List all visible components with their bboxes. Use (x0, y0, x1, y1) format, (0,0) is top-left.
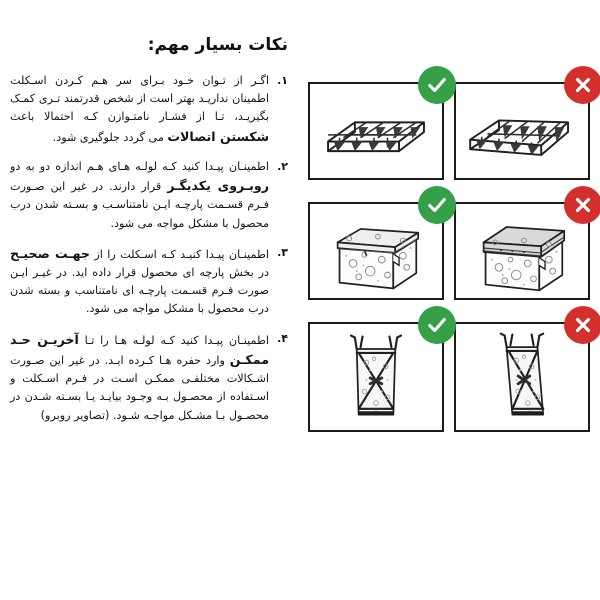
note-tail: وارد حفره هـا کـرده ایـد. در غیر این صـورت اشـکالات مختلفـی ممکـن اسـت در فـرم اسـکلت و اسـتفاده از محصـول بـه وجـود بیایـد یـا بسـته شـدن در محصـول بـا مشـکل مواجـه شـود. (تصاویر روبرو) (10, 353, 269, 422)
status-badge-incorrect (564, 186, 600, 224)
cross-icon (572, 194, 594, 216)
note-item-3 (10, 244, 288, 319)
check-icon (426, 74, 448, 96)
status-badge-correct (418, 186, 456, 224)
fabric-box-open-lid-illustration (456, 204, 588, 298)
figure-panel-divider-incorrect (454, 82, 590, 180)
cross-icon (572, 314, 594, 336)
note-lead: اطمینـان پیـدا کنید کـه لولـه هـای هـم اندازه دو به دو (10, 159, 269, 173)
figure-panel-tall-incorrect (454, 322, 590, 432)
fabric-box-closed-illustration (310, 204, 442, 298)
note-lead: اگـر از تـوان خـود بـرای سر هـم کـردن اسـکلت اطمینان نداریـد بهتر است از شخص قدرتمند تـری کمـک بگیریـد، تـا از فشـار نامتـوازن کـه احتمالا باعث (10, 74, 269, 124)
note-lead: اطمینـان پیـدا کنید کـه لولـه هـا را تـا (78, 333, 269, 347)
figures-column (300, 0, 600, 600)
check-icon (426, 194, 448, 216)
note-text (10, 158, 269, 233)
note-text (10, 72, 269, 147)
figure-panel-divider-correct (308, 82, 444, 180)
note-item-1 (10, 72, 288, 147)
status-badge-correct (418, 66, 456, 104)
note-tail: قرار دارند. در غیر این صـورت فـرم قسـمت پارچـه ایـن نامتناسـب و بسـته شدن درب محصول با مشکل مواجه می شود. (10, 180, 269, 230)
tall-frame-skewed-illustration (456, 324, 588, 430)
tall-frame-upright-illustration (310, 324, 442, 430)
note-emphasis: جهـت صحیـح (10, 245, 90, 261)
note-number: ۴. (277, 331, 288, 345)
note-tail: در بخش پارچه ای محصول قرار داده اید. در غیـر ایـن صورت فـرم قسـمت پارچـه ای نامتناسب و بسته شدن درب محصول با مشکل مواجه می شود. (10, 266, 269, 316)
figure-panel-box-incorrect (454, 202, 590, 300)
note-emphasis: آخریـن حـد ممکـن (10, 331, 269, 367)
note-item-2 (10, 158, 288, 233)
divider-frame-correct-illustration (310, 84, 442, 178)
note-item-4 (10, 330, 288, 425)
note-text (10, 244, 269, 319)
note-text (10, 330, 269, 425)
figure-panel-tall-correct (308, 322, 444, 432)
figure-row-divider-frame (308, 82, 592, 180)
figure-row-fabric-box (308, 202, 592, 300)
status-badge-incorrect (564, 66, 600, 104)
figure-row-tall-frame (308, 322, 592, 432)
note-emphasis: شکستن اتصالات (167, 128, 269, 144)
check-icon (426, 314, 448, 336)
page-title: نکات بسیار مهم: (147, 35, 288, 55)
cross-icon (572, 74, 594, 96)
note-lead: اطمینـان پیـدا کنیـد کـه اسـکلت را از (90, 247, 269, 261)
status-badge-incorrect (564, 306, 600, 344)
note-number: ۲. (277, 159, 288, 173)
note-emphasis: روبـروی یکدیگـر (167, 178, 269, 194)
note-number: ۱. (277, 74, 288, 88)
figure-panel-box-correct (308, 202, 444, 300)
divider-frame-incorrect-illustration (456, 84, 588, 178)
note-tail: می گردد جلوگیری شود. (52, 130, 168, 144)
note-number: ۳. (277, 245, 288, 259)
status-badge-correct (418, 306, 456, 344)
